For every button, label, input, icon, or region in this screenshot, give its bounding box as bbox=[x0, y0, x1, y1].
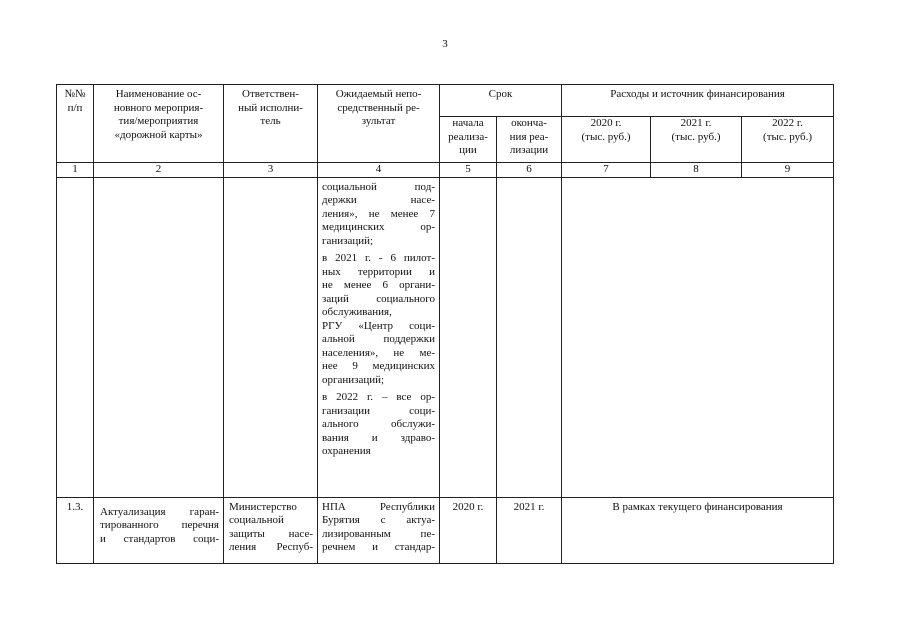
header-year-2020: 2020 г. (тыс. руб.) bbox=[562, 117, 651, 163]
header-year-2021: 2021 г. (тыс. руб.) bbox=[651, 117, 742, 163]
result-paragraph: социальной под- держки насе- ления», не менее 7 медицинских ор- ганизаций; bbox=[322, 180, 435, 247]
header-col-executor: Ответствен- ный исполни- тель bbox=[224, 85, 318, 163]
col-number: 5 bbox=[440, 163, 497, 178]
col-number: 4 bbox=[318, 163, 440, 178]
result-paragraph: в 2021 г. - 6 пилот- ных территории и не менее 6 органи- заций социального обслуживания, РГУ «Центр соци- альной поддержки населения», не ме- нее 9 медицинских организаций; bbox=[322, 252, 435, 386]
col-number: 9 bbox=[742, 163, 834, 178]
col-number: 7 bbox=[562, 163, 651, 178]
header-term-start: начала реализа- ции bbox=[440, 117, 497, 163]
row-start: 2020 г. bbox=[440, 497, 497, 563]
table-header-row bbox=[57, 85, 834, 117]
result-paragraph: в 2022 г. – все ор- ганизации соци- ального обслужи- вания и здраво- охранения bbox=[322, 391, 435, 457]
col-number: 6 bbox=[497, 163, 562, 178]
header-col-result: Ожидаемый непо- средственный ре- зультат bbox=[318, 85, 440, 163]
header-col-name: Наименование ос- новного мероприя- тия/мероприятия «дорожной карты» bbox=[94, 85, 224, 163]
row-number: 1.3. bbox=[57, 497, 94, 563]
cell-empty bbox=[440, 177, 497, 497]
continuation-result-cell bbox=[318, 177, 440, 497]
col-number: 2 bbox=[94, 163, 224, 178]
table-row bbox=[57, 497, 834, 563]
col-number: 1 bbox=[57, 163, 94, 178]
page-number: 3 bbox=[442, 38, 448, 50]
row-name: Актуализация гаран- тированного перечня и стандартов соци- bbox=[94, 497, 224, 563]
cell-empty bbox=[497, 177, 562, 497]
cell-empty bbox=[57, 177, 94, 497]
row-finance: В рамках текущего финансирования bbox=[562, 497, 834, 563]
row-end: 2021 г. bbox=[497, 497, 562, 563]
header-term: Срок bbox=[440, 85, 562, 117]
col-number: 3 bbox=[224, 163, 318, 178]
cell-empty bbox=[94, 177, 224, 497]
header-term-end: оконча- ния реа- лизации bbox=[497, 117, 562, 163]
col-number: 8 bbox=[651, 163, 742, 178]
table-row bbox=[57, 177, 834, 497]
header-year-2022: 2022 г. (тыс. руб.) bbox=[742, 117, 834, 163]
cell-empty bbox=[562, 177, 834, 497]
header-finance: Расходы и источник финансирования bbox=[562, 85, 834, 117]
header-col-num: №№ п/п bbox=[57, 85, 94, 163]
cell-empty bbox=[224, 177, 318, 497]
column-number-row bbox=[57, 163, 834, 178]
row-executor: Министерство социальной защиты насе- ления Респуб- bbox=[224, 497, 318, 563]
row-result: НПА Республики Бурятия с актуа- лизированным пе- речнем и стандар- bbox=[318, 497, 440, 563]
roadmap-table bbox=[56, 84, 834, 564]
